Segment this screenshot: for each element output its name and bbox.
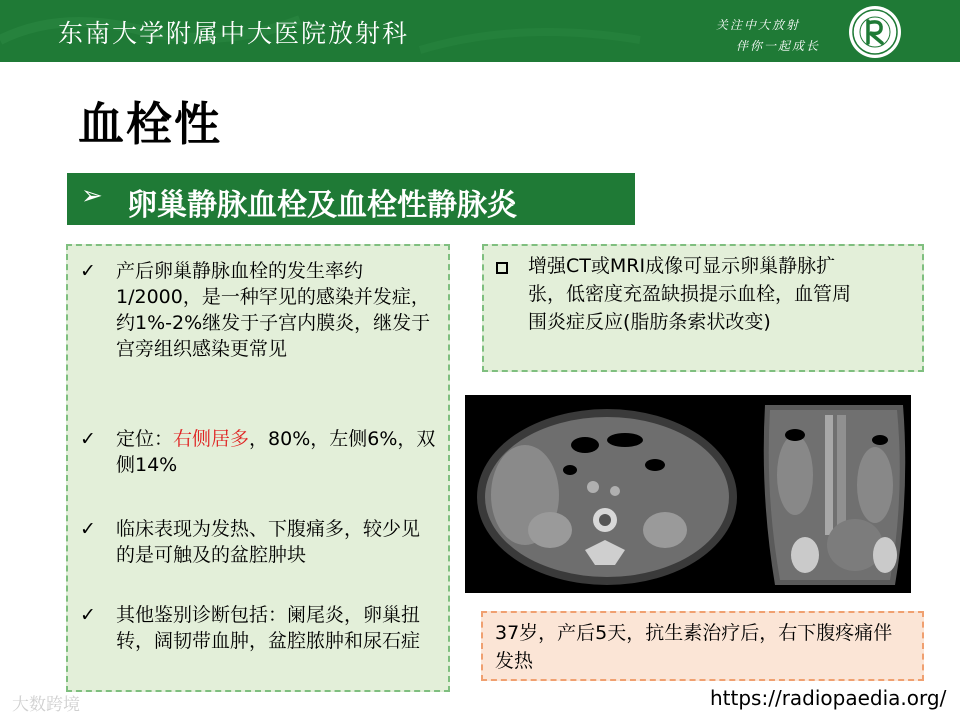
arrow-bullet-icon: ➢ (81, 181, 103, 211)
header-banner (0, 0, 960, 62)
hospital-logo (848, 5, 902, 59)
check-icon: ✓ (80, 260, 96, 282)
axial-ct-image (477, 409, 737, 585)
location-highlight: 右侧居多 (173, 428, 250, 450)
ct-images (465, 395, 911, 593)
key-point-text: 其他鉴别诊断包括：阑尾炎，卵巢扭转，阔韧带血肿，盆腔脓肿和尿石症 (116, 604, 421, 652)
page-title: 血栓性 (78, 97, 222, 151)
watermark: 大数跨境 (12, 695, 80, 715)
key-point-text: 产后卵巢静脉血栓的发生率约1/2000，是一种罕见的感染并发症，约1%-2%继发于子宫内膜炎，继发于宫旁组织感染更常见 (116, 260, 431, 360)
location-prefix: 定位： (116, 428, 174, 450)
key-points-box (66, 244, 450, 692)
case-caption-text: 37岁，产后5天，抗生素治疗后，右下腹疼痛伴发热 (495, 622, 893, 672)
check-icon: ✓ (80, 518, 96, 540)
source-url: https://radiopaedia.org/ (710, 686, 947, 710)
key-point-text: 临床表现为发热、下腹痛多，较少见的是可触及的盆腔肿块 (116, 518, 421, 566)
location-suffix: ，80%，左侧6%，双侧14% (116, 428, 436, 476)
check-icon: ✓ (80, 428, 96, 450)
motto-line-1: 关注中大放射 (716, 18, 801, 32)
motto-line-2: 伴你一起成长 (736, 39, 821, 53)
check-icon: ✓ (80, 604, 96, 626)
section-heading-text: 卵巢静脉血栓及血栓性静脉炎 (127, 188, 517, 223)
imaging-findings-text: 增强CT或MRI成像可显示卵巢静脉扩张，低密度充盈缺损提示血栓，血管周围炎症反应(脂肪条索状改变) (528, 255, 852, 333)
key-point-text (116, 426, 436, 478)
coronal-ct-image (749, 395, 911, 593)
imaging-findings-box (482, 244, 924, 372)
case-caption-box (481, 611, 924, 681)
department-name: 东南大学附属中大医院放射科 (58, 19, 410, 48)
section-heading (67, 173, 635, 225)
square-bullet-icon (496, 262, 508, 274)
